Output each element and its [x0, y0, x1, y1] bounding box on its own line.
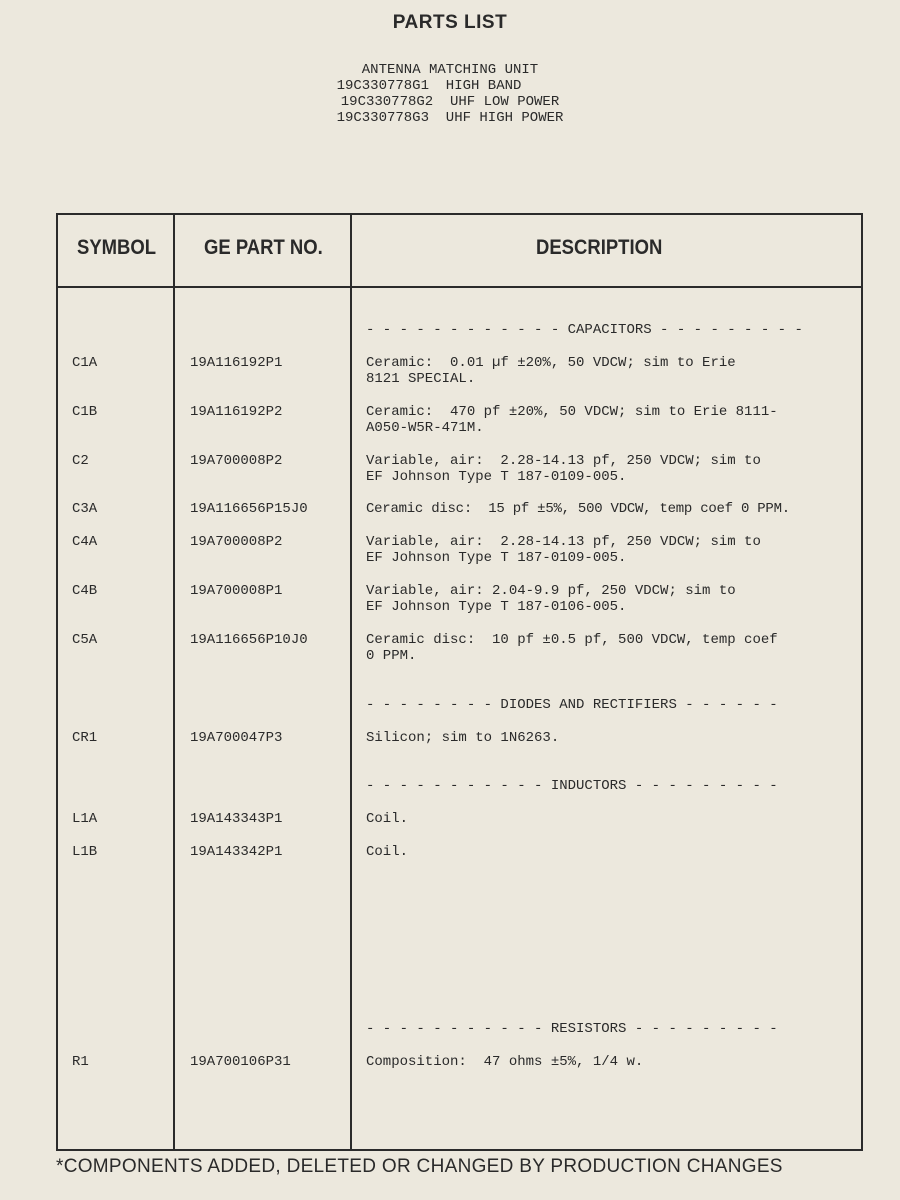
row-description: Composition: 47 ohms ±5%, 1/4 w. [366, 1054, 644, 1070]
model-part-number: 19C330778G3 [336, 110, 429, 126]
model-row [0, 110, 900, 126]
row-part-number: 19A143343P1 [190, 811, 283, 827]
row-symbol: L1B [72, 844, 98, 860]
section-header-resistors: - - - - - - - - - - - RESISTORS - - - - - - - - - [366, 1021, 778, 1037]
row-description: Coil. [366, 811, 409, 827]
section-header-diodes: - - - - - - - - DIODES AND RECTIFIERS - - - - - - [366, 697, 778, 713]
row-symbol: C5A [72, 632, 98, 648]
model-label: HIGH BAND [445, 78, 522, 94]
row-description: Variable, air: 2.04-9.9 pf, 250 VDCW; sim to EF Johnson Type T 187-0106-005. [366, 583, 736, 615]
row-description: Ceramic disc: 10 pf ±0.5 pf, 500 VDCW, temp coef 0 PPM. [366, 632, 778, 664]
row-part-number: 19A116656P15J0 [190, 501, 308, 517]
model-part-number: 19C330778G1 [336, 78, 429, 94]
row-part-number: 19A143342P1 [190, 844, 283, 860]
column-header-symbol: SYMBOL [77, 236, 157, 259]
model-label: UHF HIGH POWER [445, 110, 564, 126]
section-header-capacitors: - - - - - - - - - - - - CAPACITORS - - - - - - - - - [366, 322, 803, 338]
unit-header [0, 62, 900, 126]
row-part-number: 19A116192P2 [190, 404, 283, 420]
row-description: Ceramic: 470 pf ±20%, 50 VDCW; sim to Erie 8111- A050-W5R-471M. [366, 404, 778, 436]
row-symbol: C4A [72, 534, 98, 550]
column-divider [350, 213, 352, 1151]
model-row [0, 78, 900, 94]
row-description: Silicon; sim to 1N6263. [366, 730, 560, 746]
row-part-number: 19A116192P1 [190, 355, 283, 371]
row-symbol: C4B [72, 583, 98, 599]
production-changes-note: *COMPONENTS ADDED, DELETED OR CHANGED BY PRODUCTION CHANGES [56, 1156, 783, 1177]
row-symbol: R1 [72, 1054, 89, 1070]
row-part-number: 19A700047P3 [190, 730, 283, 746]
unit-name: ANTENNA MATCHING UNIT [361, 62, 539, 78]
model-row [0, 94, 900, 110]
row-part-number: 19A700106P31 [190, 1054, 291, 1070]
page-title: PARTS LIST [392, 12, 508, 33]
row-symbol: C1B [72, 404, 98, 420]
row-symbol: C3A [72, 501, 98, 517]
row-description: Variable, air: 2.28-14.13 pf, 250 VDCW; sim to EF Johnson Type T 187-0109-005. [366, 453, 761, 485]
row-symbol: CR1 [72, 730, 98, 746]
row-symbol: C1A [72, 355, 98, 371]
row-part-number: 19A116656P10J0 [190, 632, 308, 648]
row-part-number: 19A700008P2 [190, 534, 283, 550]
row-description: Ceramic: 0.01 µf ±20%, 50 VDCW; sim to Erie 8121 SPECIAL. [366, 355, 736, 387]
parts-table-border [56, 213, 863, 1151]
row-description: Coil. [366, 844, 409, 860]
row-part-number: 19A700008P2 [190, 453, 283, 469]
column-header-description: DESCRIPTION [536, 236, 663, 259]
row-symbol: C2 [72, 453, 89, 469]
row-description: Variable, air: 2.28-14.13 pf, 250 VDCW; sim to EF Johnson Type T 187-0109-005. [366, 534, 761, 566]
model-label: UHF LOW POWER [450, 94, 560, 110]
row-part-number: 19A700008P1 [190, 583, 283, 599]
section-header-inductors: - - - - - - - - - - - INDUCTORS - - - - - - - - - [366, 778, 778, 794]
row-symbol: L1A [72, 811, 98, 827]
row-description: Ceramic disc: 15 pf ±5%, 500 VDCW, temp coef 0 PPM. [366, 501, 790, 517]
column-divider [173, 213, 175, 1151]
model-part-number: 19C330778G2 [340, 94, 434, 110]
header-divider [56, 286, 863, 288]
column-header-part-no: GE PART NO. [204, 236, 323, 259]
